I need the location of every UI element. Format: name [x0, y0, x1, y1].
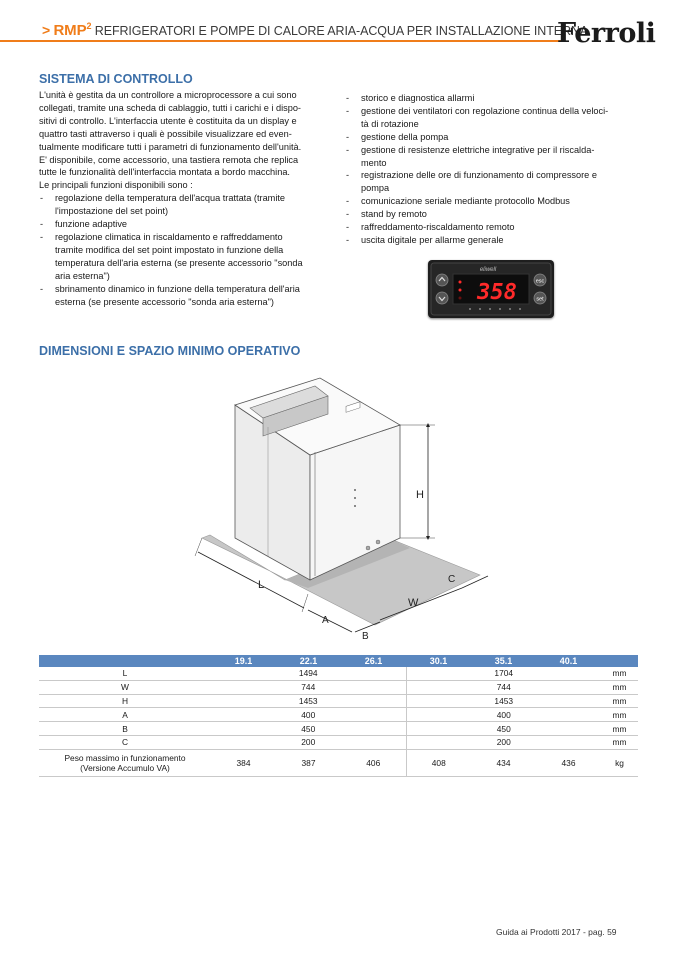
cell-unit: kg — [601, 749, 638, 776]
section1-paragraph — [39, 89, 339, 192]
cell-group2: 200 — [406, 735, 601, 749]
list-line: - sbrinamento dinamico in funzione della temperatura dell'aria — [55, 283, 300, 294]
list-line: - uscita digitale per allarme generale — [361, 234, 504, 245]
controller-display-value: 358 — [477, 280, 517, 305]
list-item — [39, 283, 339, 309]
column-header: 35.1 — [471, 655, 536, 667]
controller-svg — [428, 260, 554, 318]
list-item — [39, 218, 339, 231]
list-line: - comunicazione seriale mediante protocollo Modbus — [361, 196, 570, 207]
set-label: set — [536, 296, 544, 303]
section1-left-column — [39, 89, 339, 308]
up-button-icon — [436, 274, 448, 286]
list-line: - stand by remoto — [361, 209, 427, 220]
weight-label-line: Peso massimo in funzionamento — [64, 752, 186, 763]
header-brand-sup: 2 — [86, 21, 92, 31]
list-line: - regolazione della temperatura dell'acqua trattata (tramite — [55, 193, 286, 204]
weight-label-line: (Versione Accumulo VA) — [80, 762, 170, 773]
table-row — [39, 680, 638, 694]
header-brand: RMP — [53, 22, 87, 39]
header-rule — [0, 40, 565, 42]
list-item — [345, 92, 645, 105]
weight-cell: 436 — [536, 749, 601, 776]
paragraph-line: L'unità è gestita da un controllore a microprocessore a cui sono — [39, 90, 297, 100]
paragraph-line: tutte le funzionalità dell'interfaccia montata a bordo macchina. — [39, 167, 290, 178]
section-title-dimensions: DIMENSIONI E SPAZIO MINIMO OPERATIVO — [39, 344, 301, 358]
list-line: temperatura dell'aria esterna (se presente accessorio "sonda — [55, 257, 303, 268]
cell-group2: 744 — [406, 680, 601, 694]
list-line: - registrazione delle ore di funzionamento di compressore e — [361, 170, 597, 181]
paragraph-line: quattro tasti attraverso i quali è possibile visualizzare ed even- — [39, 128, 292, 139]
table-header-row — [39, 655, 638, 667]
column-header — [39, 655, 211, 667]
controller-keypad-image — [428, 260, 554, 318]
table-row-weight — [39, 749, 638, 776]
cell-group1: 1494 — [211, 667, 406, 680]
dim-label-w: W — [408, 597, 419, 609]
controller-brand: eliwell — [479, 267, 497, 273]
cell-unit: mm — [601, 694, 638, 708]
section-title-control-system: SISTEMA DI CONTROLLO — [39, 72, 193, 86]
weight-cell: 406 — [341, 749, 406, 776]
column-header: 22.1 — [276, 655, 341, 667]
list-line: l'impostazione del set point) — [55, 206, 169, 217]
paragraph-line: E' disponibile, come accessorio, una tastiera remota che replica — [39, 154, 299, 165]
cell-unit: mm — [601, 680, 638, 694]
dim-label-h: H — [416, 489, 424, 501]
footer-text: Guida ai Prodotti 2017 - pag. — [496, 927, 605, 937]
row-label: W — [39, 680, 211, 694]
dim-label-b: B — [362, 631, 369, 642]
header-title — [42, 22, 588, 39]
weight-cell: 408 — [406, 749, 471, 776]
cell-group1: 200 — [211, 735, 406, 749]
list-item — [39, 192, 339, 218]
list-line: - gestione dei ventilatori con regolazione continua della veloci- — [361, 105, 609, 116]
weight-cell: 384 — [211, 749, 276, 776]
right-function-list — [345, 92, 645, 247]
page-number: 59 — [607, 927, 617, 937]
cell-group1: 400 — [211, 708, 406, 722]
dim-label-c: C — [448, 574, 456, 585]
weight-cell: 387 — [276, 749, 341, 776]
table-row — [39, 722, 638, 736]
cell-unit: mm — [601, 667, 638, 680]
paragraph-line: collegati, tramite una scheda di cablaggio, tutti i carichi e i dispo- — [39, 102, 301, 113]
paragraph-line: sitivi di controllo. L'interfaccia utente è costituita da un display e — [39, 115, 297, 126]
row-label: A — [39, 708, 211, 722]
list-line: - storico e diagnostica allarmi — [361, 93, 475, 103]
dim-label-a: A — [322, 615, 329, 626]
cell-group2: 400 — [406, 708, 601, 722]
list-line: - funzione adaptive — [55, 219, 128, 230]
list-item — [345, 131, 645, 144]
cell-group1: 1453 — [211, 694, 406, 708]
list-item — [345, 105, 645, 131]
list-item — [345, 234, 645, 247]
paragraph-line: tualmente modificare tutti i parametri di funzionamento dell'unità. — [39, 141, 302, 152]
ferroli-logo: Ferroli — [557, 18, 656, 49]
dimensions-table — [39, 655, 638, 777]
header-title-text: REFRIGERATORI E POMPE DI CALORE ARIA-ACQUA PER INSTALLAZIONE INTERNA — [94, 24, 589, 38]
left-function-list — [39, 192, 339, 308]
dimension-diagram — [150, 370, 510, 648]
table-row — [39, 667, 638, 680]
cell-group1: 450 — [211, 722, 406, 736]
column-header: 19.1 — [211, 655, 276, 667]
table-row — [39, 708, 638, 722]
list-line: - gestione di resistenze elettriche integrative per il riscalda- — [361, 144, 595, 155]
down-button-icon — [436, 292, 448, 304]
weight-cell: 434 — [471, 749, 536, 776]
column-header: 40.1 — [536, 655, 601, 667]
list-item — [345, 221, 645, 234]
cell-unit: mm — [601, 735, 638, 749]
table-row — [39, 735, 638, 749]
list-item — [345, 195, 645, 208]
list-line: - gestione della pompa — [361, 131, 449, 142]
cell-group2: 1704 — [406, 667, 601, 680]
esc-label: esc — [535, 278, 545, 285]
list-item — [345, 208, 645, 221]
list-line: pompa — [361, 183, 390, 194]
column-header: 26.1 — [341, 655, 406, 667]
list-line: - regolazione climatica in riscaldamento e raffreddamento — [55, 231, 283, 242]
list-item — [345, 169, 645, 195]
row-label-weight — [39, 749, 211, 776]
page-footer — [496, 927, 617, 937]
list-item — [39, 231, 339, 283]
header-chevron: > — [42, 22, 51, 38]
list-line: aria esterna") — [55, 270, 110, 281]
list-line: - raffreddamento-riscaldamento remoto — [361, 222, 515, 233]
list-line: tramite modifica del set point impostato in funzione della — [55, 244, 284, 255]
column-header: 30.1 — [406, 655, 471, 667]
list-line: tà di rotazione — [361, 118, 419, 129]
dim-label-l: L — [258, 579, 265, 591]
table-row — [39, 694, 638, 708]
row-label: H — [39, 694, 211, 708]
cell-group2: 450 — [406, 722, 601, 736]
row-label: B — [39, 722, 211, 736]
row-label: C — [39, 735, 211, 749]
list-line: esterna (se presente accessorio "sonda aria esterna") — [55, 296, 274, 307]
cell-group2: 1453 — [406, 694, 601, 708]
list-line: mento — [361, 157, 387, 168]
cell-group1: 744 — [211, 680, 406, 694]
list-item — [345, 144, 645, 170]
cell-unit: mm — [601, 722, 638, 736]
section1-right-column — [345, 92, 645, 247]
cell-unit: mm — [601, 708, 638, 722]
row-label: L — [39, 667, 211, 680]
paragraph-line: Le principali funzioni disponibili sono : — [39, 180, 193, 191]
column-header — [601, 655, 638, 667]
